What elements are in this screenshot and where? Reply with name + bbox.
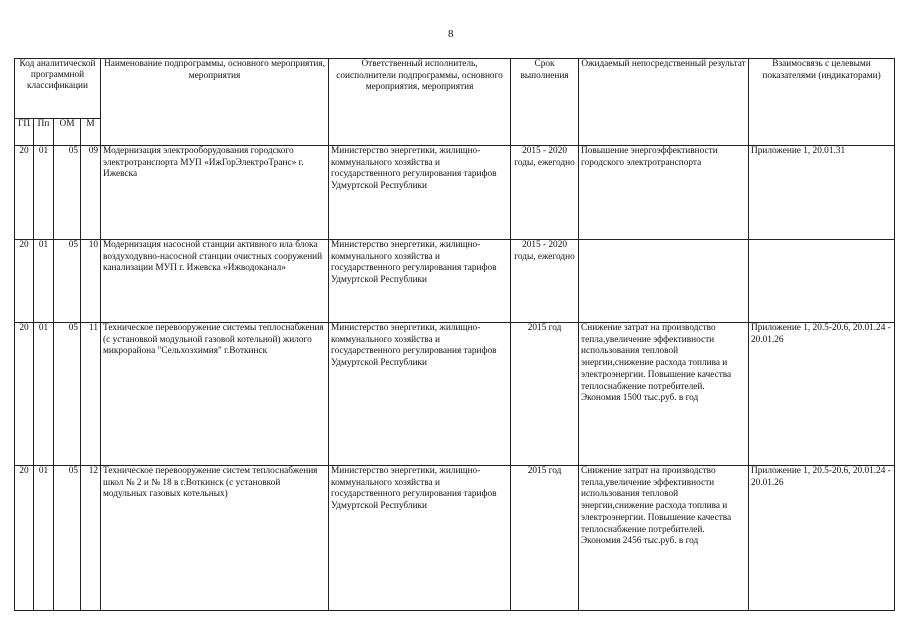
header-result: Ожидаемый непосредственный результат [579,59,749,146]
cell-executor: Министерство энергетики, жилищно-коммунального хозяйства и государственного регулирования тарифов Удмуртской Республики [329,146,511,240]
cell-pp: 01 [34,323,54,466]
header-name: Наименование подпрограммы, основного мероприятия, мероприятия [101,59,329,146]
cell-m: 12 [81,466,101,611]
cell-result [579,240,749,323]
cell-executor: Министерство энергетики, жилищно-коммунального хозяйства и государственного регулирования тарифов Удмуртской Республики [329,323,511,466]
cell-om: 05 [54,466,81,611]
cell-term: 2015 год [511,466,579,611]
header-row [15,59,895,119]
cell-link: Приложение 1, 20.5-20.6, 20.01.24 - 20.01.26 [749,323,895,466]
cell-executor: Министерство энергетики, жилищно-коммунального хозяйства и государственного регулирования тарифов Удмуртской Республики [329,240,511,323]
header-pp: Пп [34,119,54,146]
header-code-group: Код аналитической программной классификации [15,59,101,119]
cell-gp: 20 [15,146,34,240]
cell-gp: 20 [15,466,34,611]
table-row [15,146,895,240]
cell-term: 2015 - 2020 годы, ежегодно [511,240,579,323]
cell-executor: Министерство энергетики, жилищно-коммунального хозяйства и государственного регулирования тарифов Удмуртской Республики [329,466,511,611]
cell-name: Модернизация электрооборудования городского электротранспорта МУП «ИжГорЭлектроТранс» г. Ижевска [101,146,329,240]
cell-om: 05 [54,146,81,240]
cell-result: Повышение энергоэффективности городского электротранспорта [579,146,749,240]
table-row [15,323,895,466]
cell-om: 05 [54,323,81,466]
page-number: 8 [448,28,454,40]
header-m: М [81,119,101,146]
cell-m: 11 [81,323,101,466]
table-row [15,240,895,323]
cell-pp: 01 [34,240,54,323]
cell-name: Техническое перевооружение системы теплоснабжения (с установкой модульной газовой котельной) жилого микрорайона "Сельхозхимия" г.Воткинск [101,323,329,466]
cell-name: Техническое перевооружение систем теплоснабжения школ № 2 и № 18 в г.Воткинск (с установкой модульных газовых котельных) [101,466,329,611]
header-term: Срок выполнения [511,59,579,146]
cell-name: Модернизация насосной станции активного ила блока воздуходувно-насосной станции очистных сооружений канализации МУП г. Ижевска «Ижводоканал» [101,240,329,323]
cell-result: Снижение затрат на производство тепла,увеличение эффективности использования тепловой энергии,снижение расхода топлива и электроэнергии. Повышение качества теплоснабжение потребителей. Экономия 2456 тыс.руб. в год [579,466,749,611]
cell-m: 09 [81,146,101,240]
header-om: ОМ [54,119,81,146]
measures-table [14,58,895,611]
cell-link: Приложение 1, 20.5-20.6, 20.01.24 - 20.01.26 [749,466,895,611]
header-executor: Ответственный исполнитель, соисполнители подпрограммы, основного мероприятия, мероприятия [329,59,511,146]
cell-om: 05 [54,240,81,323]
cell-result: Снижение затрат на производство тепла,увеличение эффективности использования тепловой энергии,снижение расхода топлива и электроэнергии. Повышение качества теплоснабжение потребителей. Экономия 1500 тыс.руб. в год [579,323,749,466]
cell-pp: 01 [34,466,54,611]
header-link: Взаимосвязь с целевыми показателями (индикаторами) [749,59,895,146]
cell-link: Приложение 1, 20.01.31 [749,146,895,240]
cell-m: 10 [81,240,101,323]
cell-gp: 20 [15,323,34,466]
cell-term: 2015 год [511,323,579,466]
header-gp: ГП [15,119,34,146]
cell-link [749,240,895,323]
cell-gp: 20 [15,240,34,323]
cell-pp: 01 [34,146,54,240]
table-row [15,466,895,611]
cell-term: 2015 - 2020 годы, ежегодно [511,146,579,240]
